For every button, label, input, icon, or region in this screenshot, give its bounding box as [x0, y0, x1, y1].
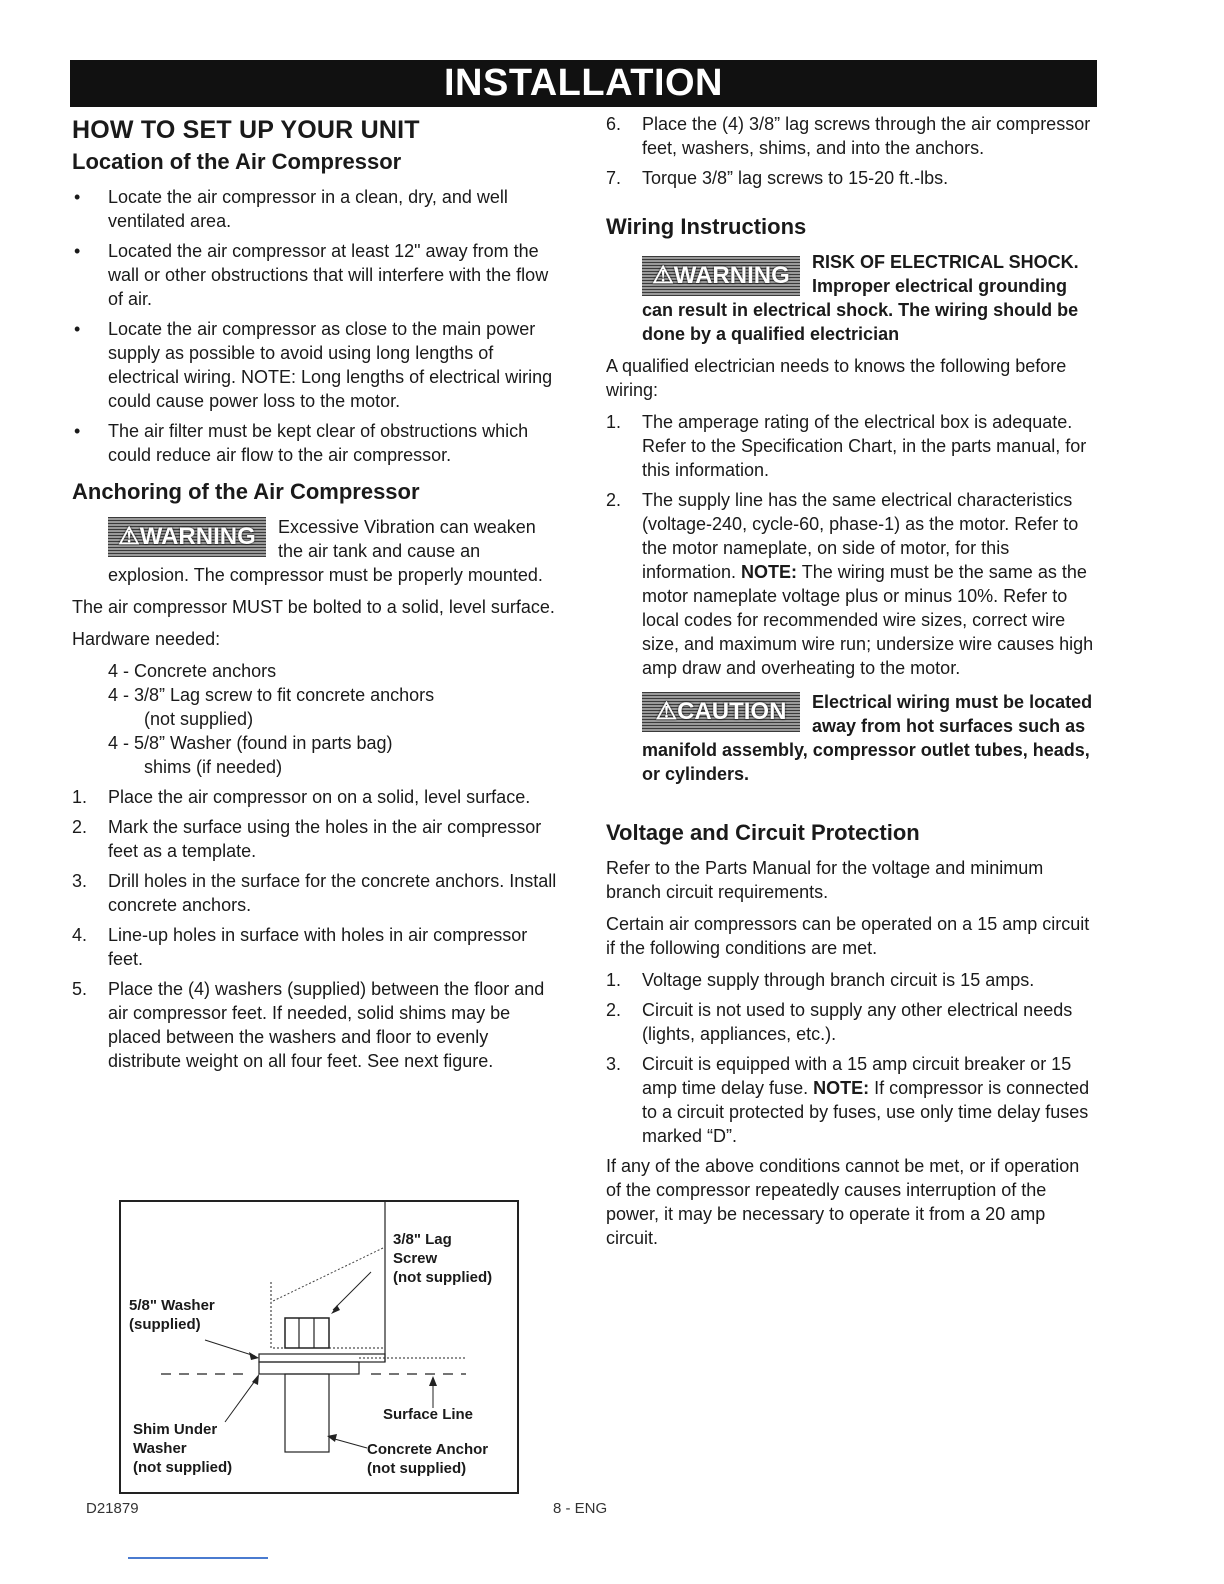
list-item	[72, 869, 562, 917]
list-item	[606, 410, 1098, 482]
step-text: Drill holes in the surface for the concrete anchors. Install concrete anchors.	[108, 871, 557, 915]
step-text: Torque 3/8” lag screws to 15-20 ft.-lbs.	[642, 168, 949, 188]
hardware-line: 4 - 3/8” Lag screw to fit concrete anchors	[108, 685, 435, 705]
list-item	[606, 112, 1098, 160]
shim-label: Shim Under Washer (not supplied)	[133, 1421, 233, 1476]
list-item	[72, 977, 562, 1073]
step-text: Voltage supply through branch circuit is 15 amps.	[642, 970, 1035, 990]
hardware-line: 4 - 5/8” Washer (found in parts bag)	[108, 733, 393, 753]
step-text: Circuit is not used to supply any other electrical needs (lights, appliances, etc.).	[642, 1000, 1073, 1044]
hardware-list	[72, 659, 562, 779]
step-number: 3.	[72, 871, 88, 891]
wiring-heading: Wiring Instructions	[606, 214, 807, 239]
warning-badge: ⚠WARNING	[642, 256, 800, 296]
step-number: 7.	[606, 168, 622, 188]
electrical-warning	[606, 250, 1098, 354]
foot-outline	[271, 1282, 385, 1348]
step-text-continued: If compressor is connected to a circuit protected by fuses, use only time delay fuses marked “D”.	[642, 1078, 1090, 1146]
bullet-text: Locate the air compressor in a clean, dry, and well ventilated area.	[108, 187, 508, 231]
step-number: 2.	[72, 817, 88, 837]
caution-block	[606, 690, 1098, 794]
hardware-item	[72, 659, 562, 683]
location-heading: Location of the Air Compressor	[72, 149, 402, 174]
list-item: • Located the air compressor at least 12" away from the wall or other obstructions that will interfere with the flow of air.	[74, 241, 549, 309]
left-column	[72, 112, 562, 1079]
right-column	[606, 112, 1098, 1258]
surface-line-label: Surface Line	[383, 1406, 474, 1423]
hardware-line: 4 - Concrete anchors	[108, 661, 277, 681]
hardware-subline: (not supplied)	[144, 709, 254, 729]
bullet-text: The air filter must be kept clear of obstructions which could reduce air flow to the air compressor.	[108, 421, 529, 465]
note-label: NOTE:	[741, 562, 798, 582]
list-item	[606, 968, 1098, 992]
section-banner: INSTALLATION	[70, 60, 1097, 107]
location-bullets	[72, 185, 562, 467]
page-title: HOW TO SET UP YOUR UNIT	[72, 116, 420, 144]
bullet-text: Located the air compressor at least 12" away from the wall or other obstructions that will interfere with the flow of air.	[108, 241, 549, 309]
anchoring-steps	[72, 785, 562, 1073]
step-number: 4.	[72, 925, 88, 945]
voltage-final: If any of the above conditions cannot be met, or if operation of the compressor repeatedly causes interruption of the power, it may be necessary to operate it from a 20 amp circuit.	[606, 1156, 1080, 1248]
step-text-continued: The wiring must be the same as the motor nameplate voltage plus or minus 10%. Refer to local codes for recommended wire sizes, correct wire size, and maximum wire run; undersize wire causes high amp draw and overheating to the motor.	[642, 562, 1094, 678]
step-text: Circuit is equipped with a 15 amp circuit breaker or 15 amp time delay fuse.	[642, 1054, 1072, 1098]
caution-badge: ⚠CAUTION	[642, 692, 800, 732]
list-item	[606, 1052, 1098, 1148]
step-number: 2.	[606, 490, 622, 510]
warning-text: RISK OF ELECTRICAL SHOCK. Improper electrical grounding can result in electrical shock. The wiring should be done by a qualified electrician	[642, 252, 1079, 344]
anchor-figure	[119, 1200, 519, 1494]
warning-badge: ⚠WARNING	[108, 517, 266, 557]
bottom-divider	[128, 1557, 268, 1559]
page-number: 8 - ENG	[553, 1500, 608, 1517]
concrete-anchor-label: Concrete Anchor (not supplied)	[367, 1441, 489, 1477]
list-item	[72, 923, 562, 971]
step-number: 1.	[606, 970, 622, 990]
warning-text: Excessive Vibration can weaken the air tank and cause an explosion. The compressor must be properly mounted.	[108, 517, 543, 585]
step-text: Place the (4) washers (supplied) between the floor and air compressor feet. If needed, solid shims may be placed between the washers and floor to evenly distribute weight on all four feet. See next figure.	[108, 979, 545, 1071]
note-label: NOTE:	[813, 1078, 870, 1098]
step-number: 6.	[606, 114, 622, 134]
step-text: Place the (4) 3/8” lag screws through the air compressor feet, washers, shims, and into the anchors.	[642, 114, 1091, 158]
hardware-label: Hardware needed:	[72, 629, 221, 649]
list-item	[606, 166, 1098, 190]
step-text: Mark the surface using the holes in the air compressor feet as a template.	[108, 817, 542, 861]
step-text: The amperage rating of the electrical box is adequate. Refer to the Specification Chart, in the parts manual, for this information.	[642, 412, 1087, 480]
voltage-paragraph-2: Certain air compressors can be operated on a 15 amp circuit if the following conditions are met.	[606, 914, 1090, 958]
caution-text: Electrical wiring must be located away from hot surfaces such as manifold assembly, compressor outlet tubes, heads, or cylinders.	[642, 692, 1093, 784]
step-text: Line-up holes in surface with holes in air compressor feet.	[108, 925, 528, 969]
step-text: The supply line has the same electrical characteristics (voltage-240, cycle-60, phase-1) as the motor. Refer to the motor nameplate, on side of motor, for this information.	[642, 490, 1079, 582]
shim-shape	[259, 1362, 359, 1374]
step-number: 1.	[606, 412, 622, 432]
voltage-paragraph-1: Refer to the Parts Manual for the voltage and minimum branch circuit requirements.	[606, 858, 1044, 902]
step-number: 2.	[606, 1000, 622, 1020]
list-item	[606, 488, 1098, 680]
hardware-item	[72, 683, 562, 731]
must-bolt-text: The air compressor MUST be bolted to a solid, level surface.	[72, 597, 555, 617]
step-number: 3.	[606, 1054, 622, 1074]
vibration-warning	[72, 515, 562, 595]
washer-label: 5/8" Washer (supplied)	[129, 1297, 215, 1333]
hardware-subline: shims (if needed)	[144, 757, 283, 777]
step-text: Place the air compressor on on a solid, level surface.	[108, 787, 531, 807]
hardware-item	[72, 731, 562, 779]
step-number: 5.	[72, 979, 88, 999]
anchor-shape	[285, 1374, 329, 1452]
list-item: • Locate the air compressor in a clean, dry, and well ventilated area.	[74, 187, 508, 231]
list-item: • The air filter must be kept clear of obstructions which could reduce air flow to the air compressor.	[74, 421, 529, 465]
document-code: D21879	[86, 1500, 139, 1517]
screw-head-shape	[285, 1318, 329, 1348]
list-item	[72, 785, 562, 809]
anchoring-heading: Anchoring of the Air Compressor	[72, 479, 420, 504]
list-item	[72, 815, 562, 863]
list-item	[606, 998, 1098, 1046]
lag-screw-label: 3/8" Lag Screw (not supplied)	[393, 1231, 493, 1286]
step-number: 1.	[72, 787, 88, 807]
bullet-text: Locate the air compressor as close to the main power supply as possible to avoid using long lengths of electrical wiring. NOTE: Long lengths of electrical wiring could cause power loss to the motor.	[108, 319, 553, 411]
voltage-heading: Voltage and Circuit Protection	[606, 820, 920, 845]
washer-shape	[259, 1354, 385, 1362]
wiring-intro: A qualified electrician needs to knows the following before wiring:	[606, 356, 1067, 400]
list-item: • Locate the air compressor as close to the main power supply as possible to avoid using long lengths of electrical wiring. NOTE: Long lengths of electrical wiring could cause power loss to the motor.	[74, 319, 553, 411]
